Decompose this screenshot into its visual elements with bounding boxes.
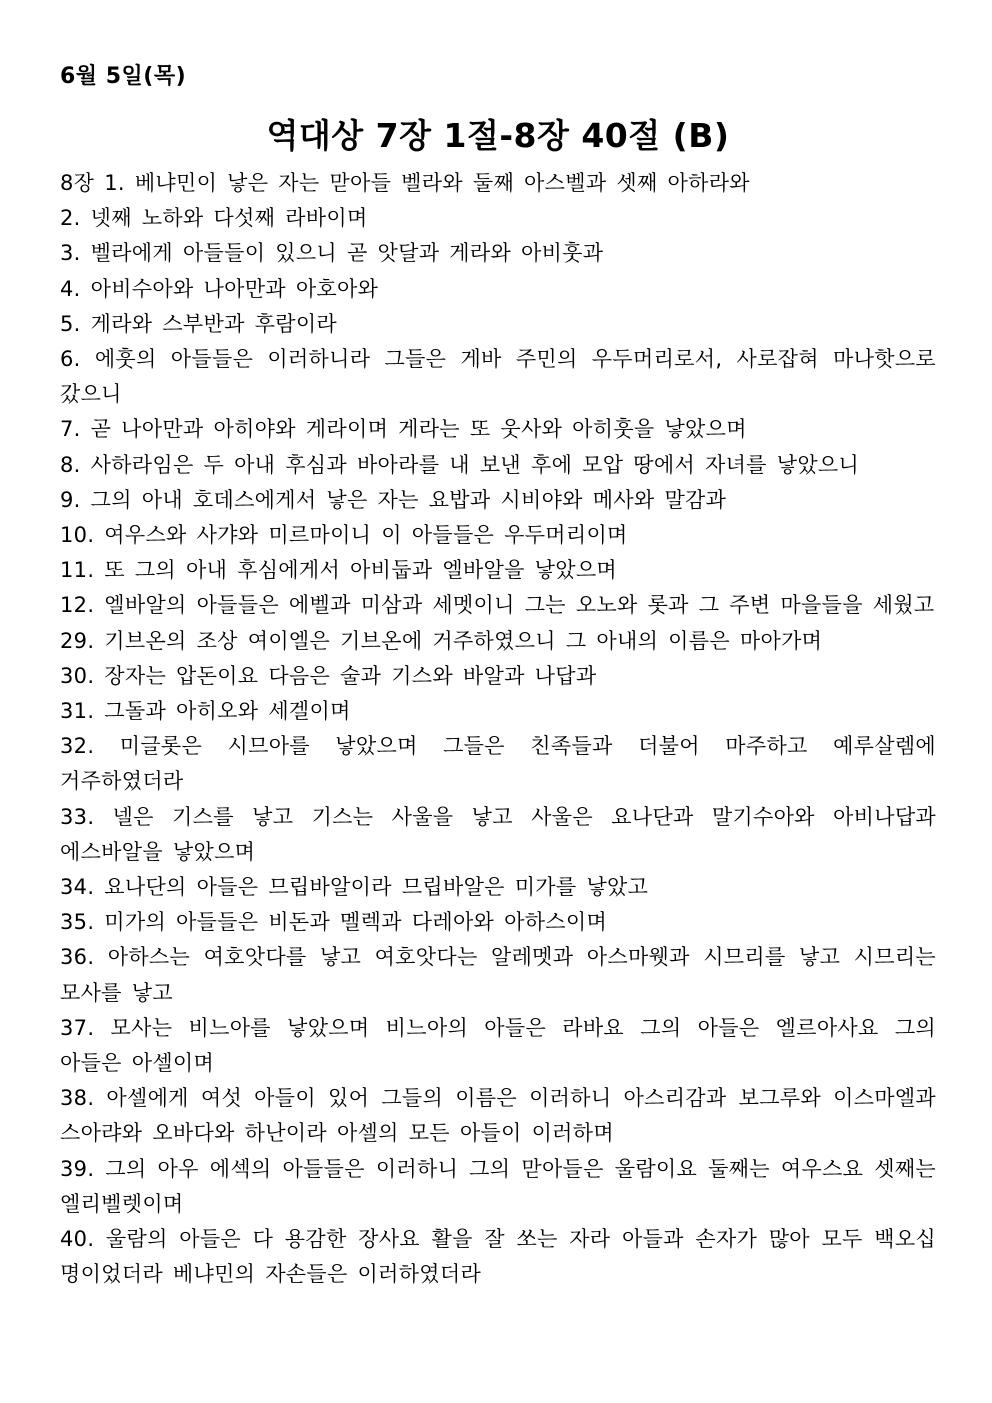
date-line: 6월 5일(목) — [60, 64, 187, 89]
verse-8-10: 10. 여우스와 사갸와 미르마이니 이 아들들은 우두머리이며 — [60, 523, 628, 548]
verse-8-32: 32. 미글롯은 시므아를 낳았으며 그들은 친족들과 더불어 마주하고 예루살렘에 거주하였더라 — [60, 734, 936, 794]
verse-8-33: 33. 넬은 기스를 낳고 기스는 사울을 낳고 사울은 요나단과 말기수아와 아비나답과 에스바알을 낳았으며 — [60, 804, 936, 864]
verse-8-8: 8. 사하라임은 두 아내 후심과 바아라를 내 보낸 후에 모압 땅에서 자녀를 낳았으니 — [60, 452, 860, 477]
verse-8-40: 40. 울람의 아들은 다 용감한 장사요 활을 잘 쏘는 자라 아들과 손자가 많아 모두 백오십 명이었더라 베냐민의 자손들은 이러하였더라 — [60, 1227, 936, 1287]
verse-8-35: 35. 미가의 아들들은 비돈과 멜렉과 다레아와 아하스이며 — [60, 910, 608, 935]
verse-8-6: 6. 에훗의 아들들은 이러하니라 그들은 게바 주민의 우두머리로서, 사로잡혀 마나핫으로 갔으니 — [60, 347, 936, 407]
verse-8-7: 7. 곧 나아만과 아히야와 게라이며 게라는 또 웃사와 아히훗을 낳았으며 — [60, 417, 747, 442]
verse-8-1: 8장 1. 베냐민이 낳은 자는 맏아들 벨라와 둘째 아스벨과 셋째 아하라와 — [60, 171, 750, 195]
verse-8-11: 11. 또 그의 아내 후심에게서 아비둡과 엘바알을 낳았으며 — [60, 558, 618, 583]
verse-8-37: 37. 모사는 비느아를 낳았으며 비느아의 아들은 라바요 그의 아들은 엘르아사요 그의 아들은 아셀이며 — [60, 1015, 936, 1076]
verse-8-29: 29. 기브온의 조상 여이엘은 기브온에 거주하였으니 그 아내의 이름은 마아가며 — [60, 628, 823, 653]
verse-8-30: 30. 장자는 압돈이요 다음은 술과 기스와 바알과 나답과 — [60, 663, 597, 688]
page-title: 역대상 7장 1절-8장 40절 (B) — [266, 116, 730, 155]
verse-8-36: 36. 아하스는 여호앗다를 낳고 여호앗다는 알레멧과 아스마웻과 시므리를 낳고 시므리는 모사를 낳고 — [60, 945, 936, 1005]
verse-list — [60, 166, 936, 1293]
verse-8-2: 2. 넷째 노하와 다섯째 라바이며 — [60, 206, 368, 231]
verse-8-5: 5. 게라와 스부반과 후람이라 — [60, 311, 338, 336]
verse-8-31: 31. 그돌과 아히오와 세겔이며 — [60, 699, 351, 724]
verse-8-38: 38. 아셀에게 여섯 아들이 있어 그들의 이름은 이러하니 아스리감과 보그루와 이스마엘과 스아랴와 오바다와 하난이라 아셀의 모든 아들이 이러하며 — [60, 1086, 936, 1146]
verse-8-9: 9. 그의 아내 호데스에게서 낳은 자는 요밥과 시비야와 메사와 말감과 — [60, 487, 727, 512]
verse-8-39: 39. 그의 아우 에섹의 아들들은 이러하니 그의 맏아들은 울람이요 둘째는 여우스요 셋째는 엘리벨렛이며 — [60, 1156, 936, 1216]
verse-8-4: 4. 아비수아와 나아만과 아호아와 — [60, 276, 379, 301]
verse-8-34: 34. 요나단의 아들은 므립바알이라 므립바알은 미가를 낳았고 — [60, 875, 649, 900]
verse-8-12: 12. 엘바알의 아들들은 에벨과 미삼과 세멧이니 그는 오노와 롯과 그 주변 마을들을 세웠고 — [60, 593, 935, 618]
verse-8-3: 3. 벨라에게 아들들이 있으니 곧 앗달과 게라와 아비훗과 — [60, 241, 604, 266]
